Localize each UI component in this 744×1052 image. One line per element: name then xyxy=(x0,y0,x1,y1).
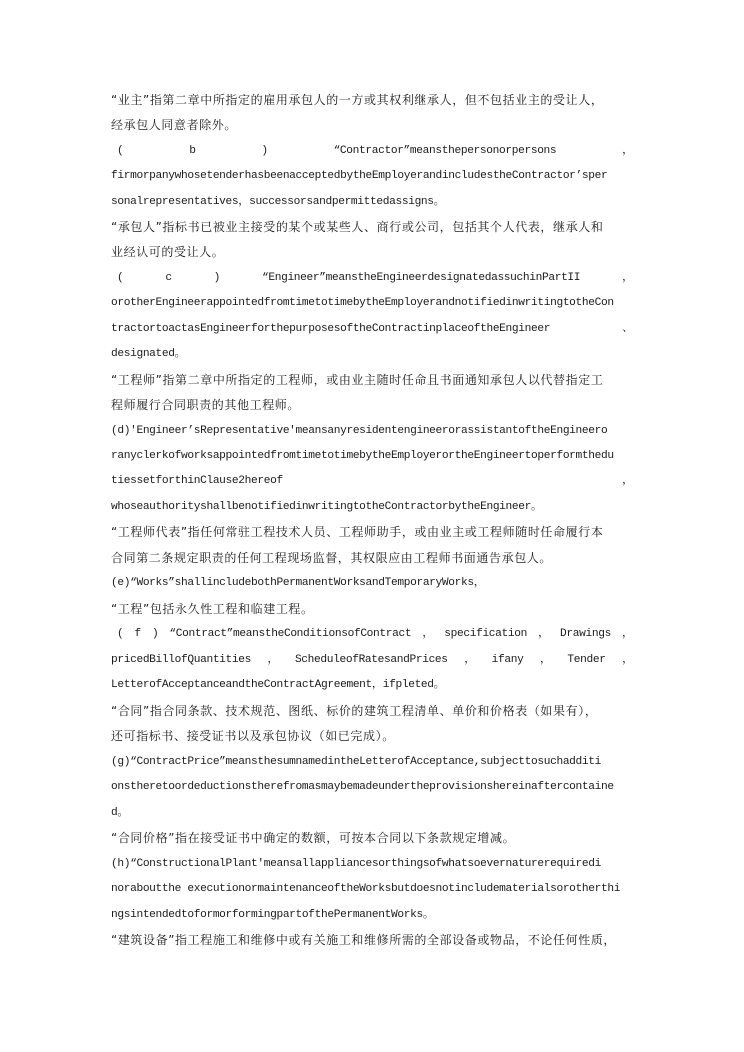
text-segment: specification xyxy=(444,628,527,640)
text-segment: Drawings xyxy=(560,628,611,640)
clause-letter: b xyxy=(189,145,196,157)
clause-heading-g: (g)“ContractPrice”meansthesumnamedintheLetterofAcceptance,subjecttosuchadditi xyxy=(111,756,601,768)
text-line: firmorpanywhosetenderhasbeenacceptedbytheEmployerandincludestheContractor’sper xyxy=(111,170,608,182)
text-line: LetterofAcceptanceandtheContractAgreement，ifpleted。 xyxy=(111,679,445,691)
text-line: “建筑设备”指工程施工和维修中或有关施工和维修所需的全部设备或物品，不论任何性质， xyxy=(111,933,617,947)
text-line: onstheretoordeductionstherefromasmaybemadeundertheprovisionshereinaftercontaine xyxy=(111,781,614,793)
text-line: 合同第二条规定职责的任何工程现场监督，其权限应由工程师书面通告承包人。 xyxy=(111,551,553,565)
clause-heading-d: (d)'Engineer’sRepresentative'meansanyresidentengineerorassistantoftheEngineero xyxy=(111,425,608,437)
clause-heading-e: (e)“Works”shallincludebothPermanentWorksandTemporaryWorks， xyxy=(111,577,485,589)
text-line xyxy=(111,473,633,489)
text-line: ngsintendedtoformorformingpartofthePermanentWorks。 xyxy=(111,909,434,921)
text-line: designated。 xyxy=(111,348,186,360)
comma: ， xyxy=(422,628,434,640)
comma: ， xyxy=(267,654,279,666)
clause-letter: c xyxy=(165,272,172,284)
text-line: ranyclerkofworksappointedfromtimetotimebytheEmployerortheEngineertoperformthedu xyxy=(111,450,614,462)
text-line: orotherEngineerappointedfromtimetotimebytheEmployerandnotifiedinwritingtotheCon xyxy=(111,297,614,309)
text-segment: “Contract”meanstheConditionsofContract xyxy=(169,628,412,640)
text-segment: Tender xyxy=(567,654,606,666)
paren-close: ) xyxy=(151,628,159,640)
text-line: noraboutthe executionormaintenanceoftheWorksbutdoesnotincludematerialsorotherthi xyxy=(111,883,621,895)
text-line: whoseauthorityshallbenotifiedinwritingtotheContractorbytheEngineer。 xyxy=(111,501,542,513)
text-line: 程师履行合同职责的其他工程师。 xyxy=(111,398,301,412)
text-line: sonalrepresentatives，successorsandpermittedassigns。 xyxy=(111,196,445,208)
text-line: 还可指标书、接受证书以及承包协议（如已完成）。 xyxy=(111,729,395,743)
paren-close: ) xyxy=(261,145,268,157)
text-line: “承包人”指标书已被业主接受的某个或某些人、商行或公司，包括其个人代表，继承人和 xyxy=(111,220,604,234)
clause-heading-b xyxy=(111,143,633,159)
paren-close: ) xyxy=(213,272,221,284)
comma: ， xyxy=(622,272,633,284)
comma: ， xyxy=(622,145,633,157)
text-line xyxy=(111,652,633,668)
text-line: “业主”指第二章中所指定的雇用承包人的一方或其权利继承人，但不包括业主的受让人， xyxy=(111,93,604,107)
text-segment: ScheduleofRatesandPrices xyxy=(294,654,448,666)
text-segment: pricedBillofQuantities xyxy=(111,654,251,666)
comma: ， xyxy=(539,654,551,666)
text-line: “合同”指合同条款、技术规范、图纸、标价的建筑工程清单、单价和价格表（如果有）， xyxy=(111,704,598,718)
text-line: 经承包人同意者除外。 xyxy=(111,118,238,132)
text-line: “工程师代表”指任何常驻工程技术人员、工程师助手，或由业主或工程师随时任命履行本 xyxy=(111,525,604,539)
paren-open: ( xyxy=(117,628,124,640)
clause-heading-f xyxy=(111,626,633,642)
text-segment: tractortoactasEngineerforthepurposesoftheContractinplaceoftheEngineer xyxy=(111,323,551,335)
comma: ， xyxy=(622,654,633,666)
text-line: “工程”包括永久性工程和临建工程。 xyxy=(111,602,314,616)
paren-open: ( xyxy=(117,272,124,284)
clause-heading-h: (h)“ConstructionalPlant'meansallappliancesorthingsofwhatsoevernaturerequiredi xyxy=(111,858,601,870)
clause-letter: f xyxy=(134,628,141,640)
text-line: “合同价格”指在接受证书中确定的数额，可按本合同以下条款规定增减。 xyxy=(111,831,516,845)
comma: ， xyxy=(622,475,633,487)
comma: ， xyxy=(464,654,476,666)
clause-text: “Engineer”meanstheEngineerdesignatedassuchinPartII xyxy=(261,272,581,284)
text-line: 业经认可的受让人。 xyxy=(111,245,225,259)
punctuation: 、 xyxy=(622,323,633,335)
text-line: “工程师”指第二章中所指定的工程师，或由业主随时任命且书面通知承包人以代替指定工 xyxy=(111,373,604,387)
paren-open: ( xyxy=(117,145,124,157)
clause-heading-c xyxy=(111,270,633,286)
text-line: d。 xyxy=(111,807,129,819)
comma: ， xyxy=(538,628,549,640)
text-segment: tiessetforthinClause2hereof xyxy=(111,475,283,487)
text-segment: ifany xyxy=(491,654,524,666)
clause-text: “Contractor”meansthepersonorpersons xyxy=(333,145,557,157)
comma: ， xyxy=(622,628,633,640)
text-line xyxy=(111,321,633,337)
